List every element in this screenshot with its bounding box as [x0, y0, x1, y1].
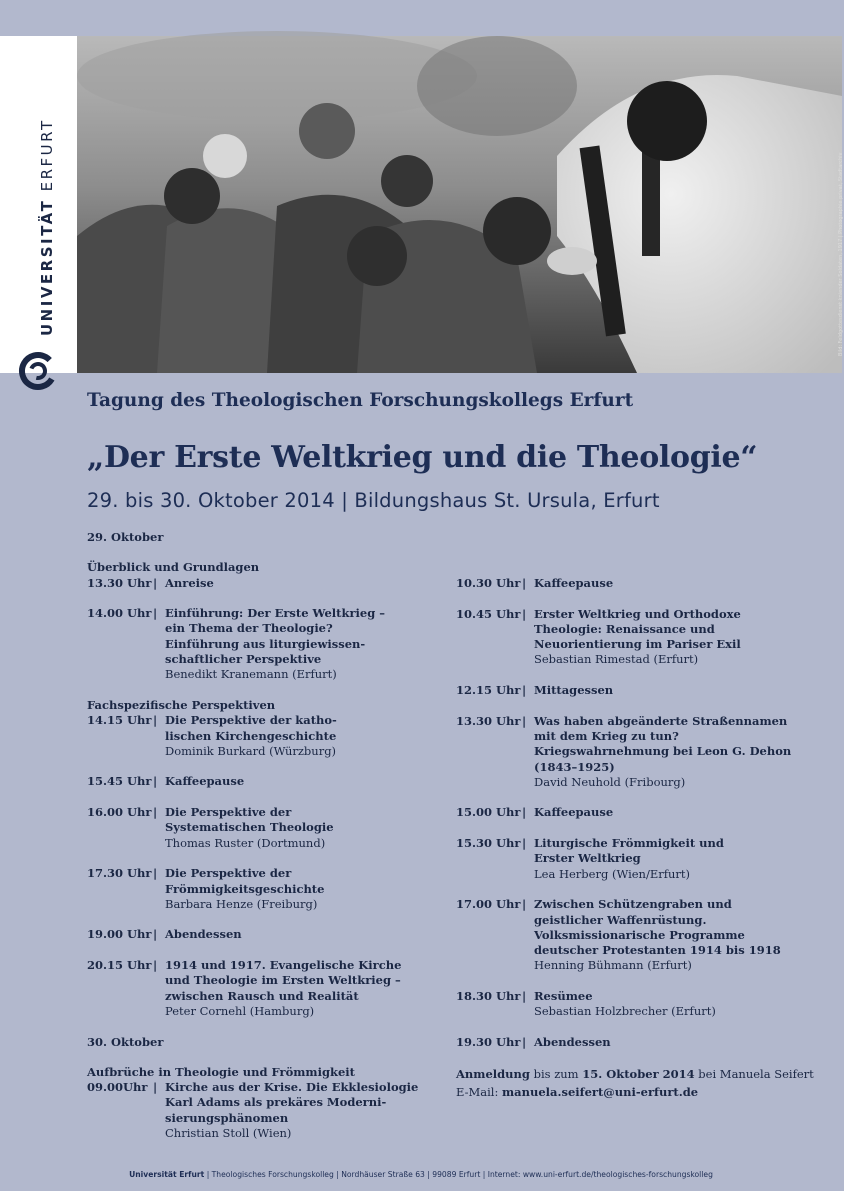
program-entry: 16.00 Uhr | Die Perspektive der Systematischen Theologie Thomas Ruster (Dortmund): [87, 805, 432, 851]
soldiers-kneeling-photo: [77, 36, 842, 373]
program-entry: 10.30 Uhr | Kaffeepause: [456, 576, 816, 591]
entry-title: Kriegswahrnehmung bei Leon G. Dehon: [534, 744, 792, 759]
entry-speaker: Henning Bühmann (Erfurt): [534, 958, 692, 973]
entry-title: Die Perspektive der katho-: [165, 713, 337, 728]
entry-title: Kaffeepause: [534, 576, 614, 590]
entry-title: Frömmigkeitsgeschichte: [165, 881, 325, 896]
program-entry: 18.30 Uhr | Resümee Sebastian Holzbrecher (Erfurt): [456, 989, 816, 1020]
program-entry: 15.00 Uhr | Kaffeepause: [456, 805, 816, 820]
university-logo-icon: [18, 351, 58, 391]
conference-title: „Der Erste Weltkrieg und die Theologie“: [87, 440, 758, 475]
conference-subtitle: Tagung des Theologischen Forschungskollegs Erfurt: [87, 390, 634, 411]
entry-title: Neuorientierung im Pariser Exil: [534, 637, 741, 652]
entry-speaker: Dominik Burkard (Würzburg): [165, 743, 337, 758]
program-entry: 14.00 Uhr | Einführung: Der Erste Weltkrieg – ein Thema der Theologie? Einführung aus liturgiewissen- schaftlicher Perspektive Benedikt Kranemann (Erfurt): [87, 606, 432, 682]
entry-title: Die Perspektive der: [165, 805, 292, 820]
entry-time: 12.15 Uhr: [456, 683, 521, 698]
section-heading: Überblick und Grundlagen: [87, 560, 260, 575]
entry-title: Kirche aus der Krise. Die Ekklesiologie: [165, 1080, 419, 1095]
header-photo: [77, 36, 842, 373]
entry-title: Mittagessen: [534, 683, 614, 698]
entry-time: 15.30 Uhr: [456, 836, 521, 851]
entry-time: 14.00 Uhr: [87, 606, 152, 621]
section-heading: Aufbrüche in Theologie und Frömmigkeit: [87, 1064, 355, 1079]
entry-title: Abendessen: [165, 927, 242, 942]
footer: Universität Erfurt | Theologisches Forschungskolleg | Nordhäuser Straße 63 | 99089 Erfurt | Internet: www.uni-erfurt.de/theologisches-forschungskolleg: [129, 1170, 713, 1179]
entry-time: 17.00 Uhr: [456, 897, 521, 912]
email-line: E-Mail: manuela.seifert@uni-erfurt.de: [456, 1085, 699, 1099]
entry-speaker: Sebastian Rimestad (Erfurt): [534, 652, 699, 667]
entry-time: 09.00Uhr: [87, 1080, 148, 1095]
entry-time: 15.00 Uhr: [456, 805, 521, 820]
entry-title: Karl Adams als prekäres Moderni-: [165, 1095, 387, 1110]
entry-title: und Theologie im Ersten Weltkrieg –: [165, 973, 401, 988]
entry-title: zwischen Rausch und Realität: [165, 988, 359, 1003]
entry-time: 16.00 Uhr: [87, 805, 152, 820]
entry-title: Erster Weltkrieg und Orthodoxe: [534, 606, 741, 621]
entry-title: Systematischen Theologie: [165, 820, 334, 835]
entry-time: 15.45 Uhr: [87, 774, 152, 789]
photo-credit: Bild: Feldgottesdienst kniender Soldaten, 1917 | Photographie privat, Stadtarchiv: [838, 152, 844, 356]
day-label: 29. Oktober: [87, 530, 164, 544]
entry-title: Volksmissionarische Programme: [534, 927, 745, 942]
program-entry: 15.45 Uhr | Kaffeepause: [87, 774, 432, 789]
top-band: [0, 0, 842, 36]
entry-title: Erster Weltkrieg: [534, 851, 641, 866]
program-entry: 19.30 Uhr | Abendessen: [456, 1035, 816, 1050]
entry-speaker: Thomas Ruster (Dortmund): [165, 835, 326, 850]
entry-time: 13.30 Uhr: [456, 713, 521, 728]
conference-dates: 29. bis 30. Oktober 2014 | Bildungshaus St. Ursula, Erfurt: [87, 489, 660, 512]
email-link[interactable]: manuela.seifert@uni-erfurt.de: [502, 1085, 699, 1099]
entry-title: Einführung: Der Erste Weltkrieg –: [165, 606, 385, 621]
program-entry: 19.00 Uhr | Abendessen: [87, 927, 432, 942]
entry-time: 14.15 Uhr: [87, 713, 152, 728]
entry-title: Kaffeepause: [165, 774, 245, 789]
program-entry: 12.15 Uhr | Mittagessen: [456, 683, 816, 698]
entry-speaker: Benedikt Kranemann (Erfurt): [165, 667, 337, 682]
entry-time: 13.30 Uhr: [87, 575, 152, 590]
program-entry: 17.00 Uhr | Zwischen Schützengraben und geistlicher Waffenrüstung. Volksmissionarische Programme deutscher Protestanten 1914 bis 1918 Henning Bühmann (Erfurt): [456, 897, 816, 973]
entry-time: 10.45 Uhr: [456, 606, 521, 621]
entry-speaker: David Neuhold (Fribourg): [534, 774, 686, 789]
entry-title: Einführung aus liturgiewissen-: [165, 636, 366, 651]
registration-line: Anmeldung bis zum 15. Oktober 2014 bei Manuela Seifert: [456, 1067, 814, 1081]
entry-title: mit dem Krieg zu tun?: [534, 728, 679, 743]
entry-title: sierungsphänomen: [165, 1110, 289, 1125]
entry-title: Theologie: Renaissance und: [534, 621, 715, 636]
entry-time: 19.30 Uhr: [456, 1034, 521, 1049]
entry-title: Resümee: [534, 989, 593, 1004]
entry-title: ein Thema der Theologie?: [165, 621, 333, 636]
entry-time: 19.00 Uhr: [87, 927, 152, 942]
entry-title: Was haben abgeänderte Straßennamen: [534, 713, 788, 728]
entry-title: deutscher Protestanten 1914 bis 1918: [534, 943, 781, 958]
entry-title: Abendessen: [534, 1034, 611, 1049]
entry-title: Zwischen Schützengraben und: [534, 897, 732, 912]
program-entry: 10.45 Uhr | Erster Weltkrieg und Orthodoxe Theologie: Renaissance und Neuorientierung im Pariser Exil Sebastian Rimestad (Erfurt): [456, 607, 816, 668]
day-label: 30. Oktober: [87, 1034, 164, 1049]
entry-title: (1843–1925): [534, 759, 615, 774]
entry-time: 17.30 Uhr: [87, 866, 152, 881]
entry-speaker: Lea Herberg (Wien/Erfurt): [534, 866, 690, 881]
university-logo-strip: [0, 36, 77, 373]
program-entry: 09.00Uhr | Kirche aus der Krise. Die Ekklesiologie Karl Adams als prekäres Moderni- sierungsphänomen Christian Stoll (Wien): [87, 1080, 432, 1141]
entry-title: Die Perspektive der: [165, 866, 292, 881]
entry-speaker: Sebastian Holzbrecher (Erfurt): [534, 1004, 716, 1019]
entry-title: Anreise: [165, 575, 214, 590]
entry-speaker: Peter Cornehl (Hamburg): [165, 1003, 315, 1018]
entry-speaker: Barbara Henze (Freiburg): [165, 896, 318, 911]
program-entry: 15.30 Uhr | Liturgische Frömmigkeit und Erster Weltkrieg Lea Herberg (Wien/Erfurt): [456, 836, 816, 882]
section-heading: Fachspezifische Perspektiven: [87, 697, 276, 712]
program-entry: 17.30 Uhr | Die Perspektive der Frömmigkeitsgeschichte Barbara Henze (Freiburg): [87, 866, 432, 912]
entry-title: geistlicher Waffenrüstung.: [534, 912, 707, 927]
entry-time: 18.30 Uhr: [456, 989, 521, 1004]
program-entry: 20.15 Uhr | 1914 und 1917. Evangelische Kirche und Theologie im Ersten Weltkrieg – zwischen Rausch und Realität Peter Cornehl (Hamburg): [87, 958, 432, 1019]
entry-title: Liturgische Frömmigkeit und: [534, 836, 724, 851]
registration-info: [456, 1065, 814, 1101]
entry-title: schaftlicher Perspektive: [165, 652, 322, 667]
entry-title: lischen Kirchengeschichte: [165, 728, 337, 743]
program-entry: 14.15 Uhr | Die Perspektive der katho- lischen Kirchengeschichte Dominik Burkard (Würzburg): [87, 713, 432, 759]
entry-title: 1914 und 1917. Evangelische Kirche: [165, 958, 402, 973]
entry-time: 20.15 Uhr: [87, 958, 152, 973]
program-right-column: [456, 576, 816, 1050]
program-left-column: [87, 530, 432, 1141]
entry-title: Kaffeepause: [534, 805, 614, 820]
program-entry: 13.30 Uhr | Anreise: [87, 576, 432, 591]
program-entry: 13.30 Uhr | Was haben abgeänderte Straßennamen mit dem Krieg zu tun? Kriegswahrnehmung bei Leon G. Dehon (1843–1925) David Neuhold (Fribourg): [456, 714, 816, 790]
entry-time: 10.30 Uhr: [456, 576, 521, 590]
entry-speaker: Christian Stoll (Wien): [165, 1125, 292, 1140]
university-name: UNIVERSITÄT ERFURT: [38, 118, 56, 336]
